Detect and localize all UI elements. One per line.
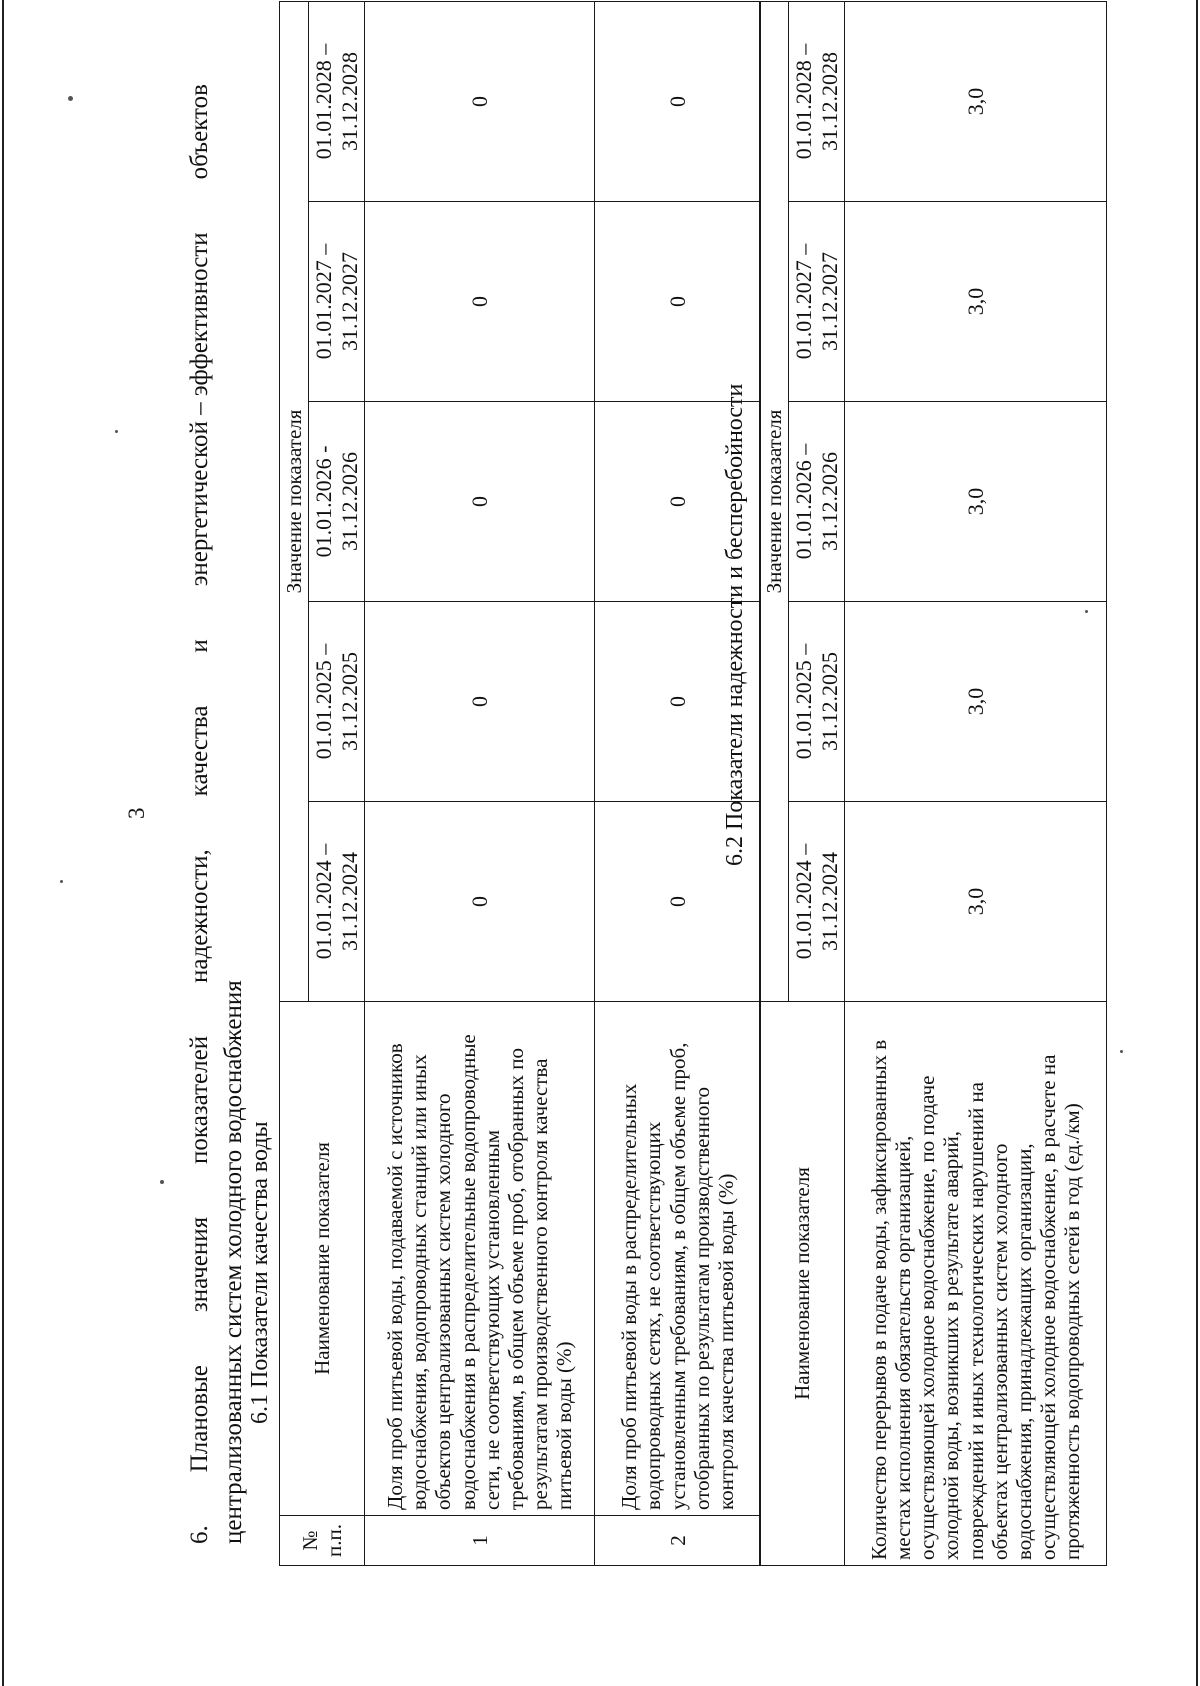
row-value: 0 [595, 1, 761, 201]
header-period: 01.01.2024 – 31.12.2024 [789, 802, 845, 1002]
row-num: 1 [365, 1516, 595, 1566]
row-value: 3,0 [845, 602, 1107, 802]
row-value: 3,0 [845, 402, 1107, 602]
header-period: 01.01.2028 – 31.12.2028 [789, 1, 845, 201]
row-value: 0 [595, 802, 761, 1002]
heading-word: качества [186, 705, 213, 797]
heading-line-2: централизованных систем холодного водоснабжения [220, 980, 247, 1544]
header-name: Наименование показателя [760, 1002, 845, 1566]
header-period: 01.01.2024 – 31.12.2024 [309, 802, 365, 1002]
heading-word: Плановые [186, 1365, 213, 1473]
row-value: 3,0 [845, 802, 1107, 1002]
table-row [845, 1, 1107, 1565]
heading-word: 6. [186, 1525, 213, 1544]
row-value: 0 [365, 402, 595, 602]
row-value: 0 [365, 802, 595, 1002]
header-period: 01.01.2028 – 31.12.2028 [309, 1, 365, 201]
row-name: Доля проб питьевой воды, подаваемой с источников водоснабжения, водопроводных станций или иных объектов централизованных систем холодного водоснабжения в распределительные водопроводные сети, не соответствующих установленным требованиям, в общем объеме проб, отобранных по результатам производственного контроля качества питьевой воды (%) [365, 1002, 595, 1516]
reliability-table [759, 1, 1107, 1566]
water-quality-table [279, 1, 761, 1566]
header-value-group: Значение показателя [760, 1, 789, 1001]
heading-word: значения [186, 1216, 213, 1313]
page-number: 3 [124, 807, 149, 819]
row-value: 3,0 [845, 1, 1107, 201]
row-value: 0 [595, 402, 761, 602]
document-heading [186, 84, 214, 1544]
section-2-title: 6.2 Показатели надежности и бесперебойности [722, 383, 748, 866]
header-name: Наименование показателя [280, 1002, 365, 1516]
row-value: 0 [365, 602, 595, 802]
header-period: 01.01.2025 – 31.12.2025 [789, 602, 845, 802]
header-value-group: Значение показателя [280, 1, 309, 1001]
row-name: Количество перерывов в подаче воды, зафиксированных в местах исполнения обязательств организацией, осуществляющей холодное водоснабжение, по подаче холодной воды, возникших в результате аварий, повреждений и иных технологических нарушений на объектах централизованных систем холодного водоснабжения, принадлежащих организации, осуществляющей холодное водоснабжение, в расчете на протяженность водопроводных сетей в год (ед./км) [845, 1002, 1107, 1566]
row-num: 2 [595, 1516, 761, 1566]
row-value: 0 [595, 202, 761, 402]
header-period: 01.01.2027 – 31.12.2027 [309, 202, 365, 402]
row-name: Доля проб питьевой воды в распределительных водопроводных сетях, не соответствующих установленным требованиям, в общем объеме проб, отобранных по результатам производственного контроля качества питьевой воды (%) [595, 1002, 761, 1516]
row-value: 3,0 [845, 202, 1107, 402]
row-value: 0 [365, 202, 595, 402]
heading-word: надежности, [186, 849, 213, 983]
header-period: 01.01.2026 – 31.12.2026 [789, 402, 845, 602]
row-value: 0 [365, 1, 595, 201]
heading-word: показателей [186, 1035, 213, 1164]
header-period: 01.01.2026 - 31.12.2026 [309, 402, 365, 602]
section-1-title: 6.1 Показатели качества воды [247, 1121, 273, 1424]
table-row [365, 1, 595, 1565]
header-num: № п.п. [280, 1516, 365, 1566]
heading-word: и [186, 639, 213, 653]
header-period: 01.01.2025 – 31.12.2025 [309, 602, 365, 802]
heading-word: энергетической – эффективности [186, 232, 213, 587]
header-period: 01.01.2027 – 31.12.2027 [789, 202, 845, 402]
row-value: 0 [595, 602, 761, 802]
heading-word: объектов [186, 84, 213, 180]
